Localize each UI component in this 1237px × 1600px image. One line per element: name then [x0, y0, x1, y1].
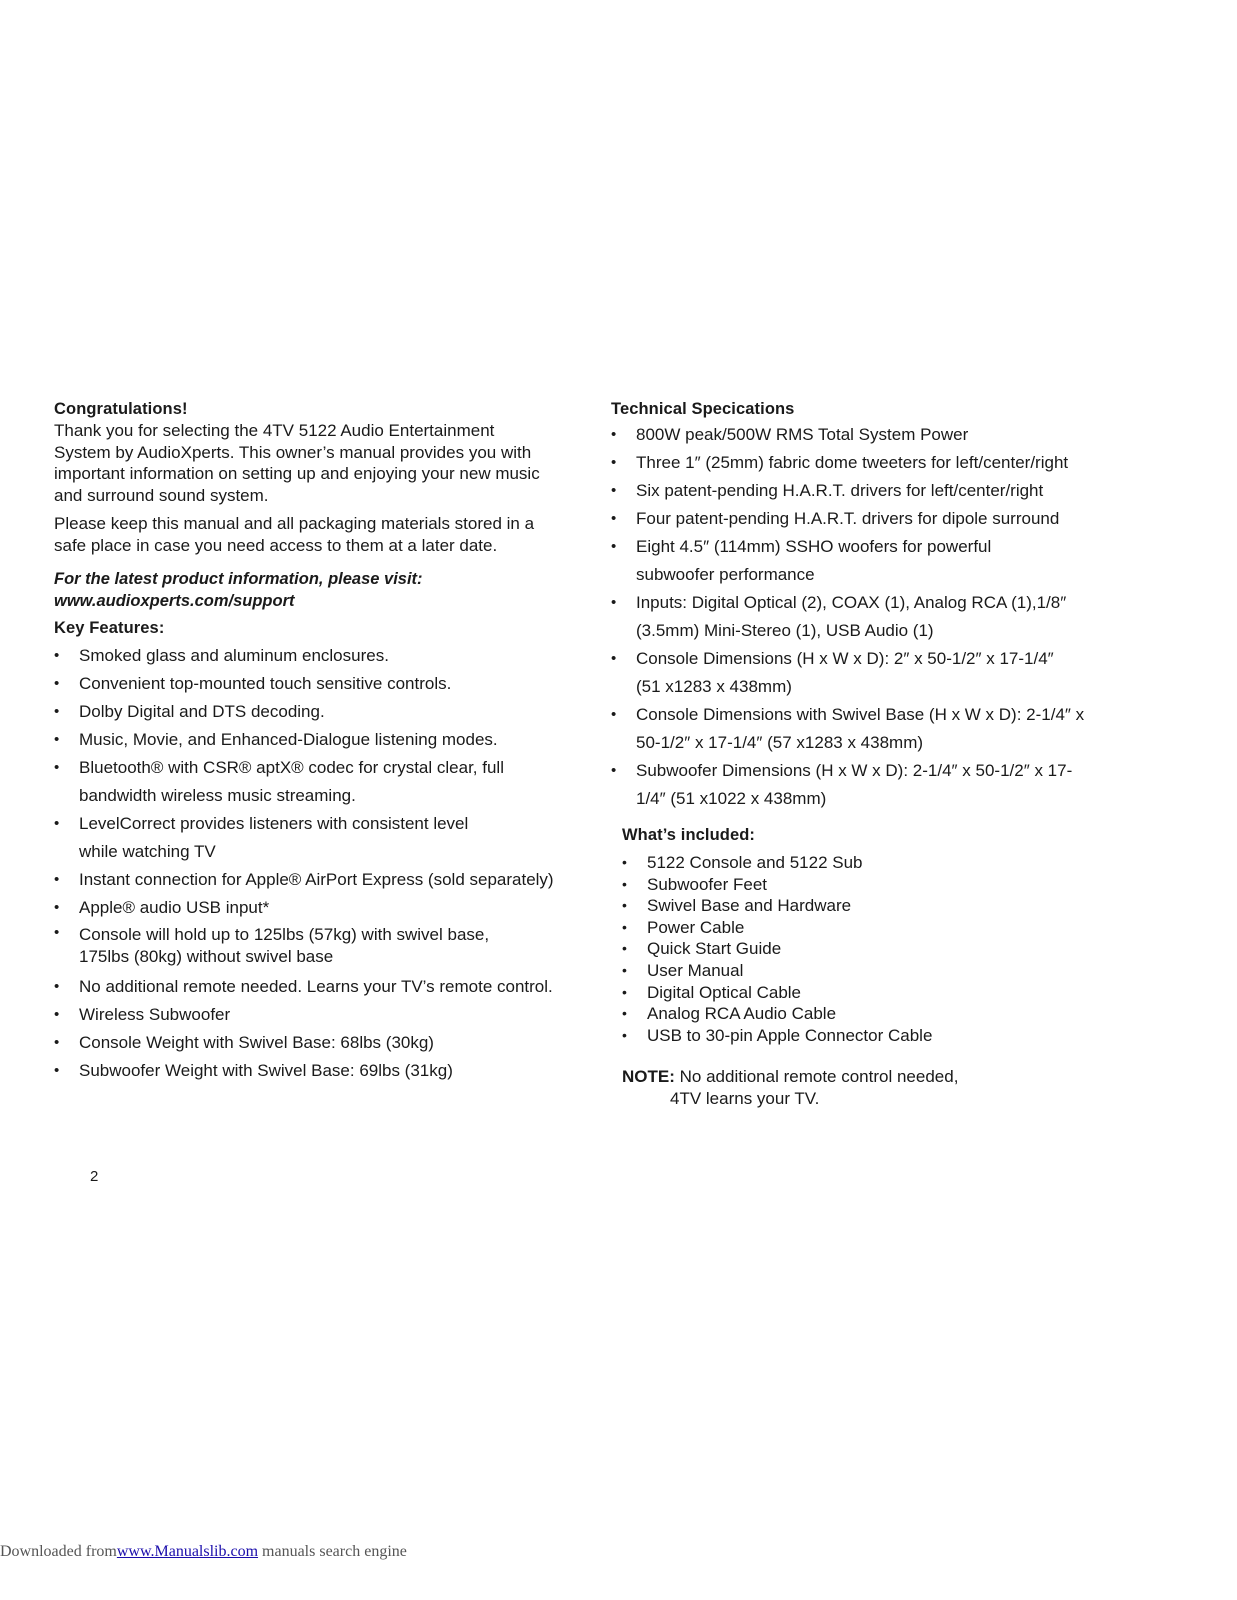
spec-item: • Three 1″ (25mm) fabric dome tweeters for left/center/right	[611, 449, 1111, 477]
note-text-line1: No additional remote control needed,	[679, 1067, 959, 1087]
spec-item: • Four patent-pending H.A.R.T. drivers for dipole surround	[611, 505, 1111, 533]
keep-manual-paragraph	[54, 513, 554, 556]
feature-item: • No additional remote needed. Learns your TV’s remote control.	[54, 973, 554, 1001]
whats-included-list	[622, 852, 1111, 1046]
spec-item	[611, 589, 1111, 645]
spec-line: Subwoofer Dimensions (H x W x D): 2-1/4″ x 50-1/2″ x 17-	[636, 761, 1073, 780]
feature-line: Bluetooth® with CSR® aptX® codec for crystal clear, full	[79, 758, 504, 777]
included-item: • 5122 Console and 5122 Sub	[622, 852, 1111, 874]
support-url: www.audioxperts.com/support	[54, 591, 295, 610]
spec-line: subwoofer performance	[636, 565, 815, 584]
visit-text: For the latest product information, please visit:	[54, 570, 423, 588]
download-footer	[0, 1543, 407, 1561]
spec-item	[611, 533, 1111, 589]
feature-line: LevelCorrect provides listeners with consistent level	[79, 814, 469, 833]
feature-line: Console will hold up to 125lbs (57kg) with swivel base,	[79, 925, 490, 944]
whats-included-block	[611, 852, 1111, 1046]
included-item: • USB to 30-pin Apple Connector Cable	[622, 1025, 1111, 1047]
manualslib-link[interactable]: www.Manualslib.com	[116, 1543, 259, 1560]
left-column	[54, 398, 554, 1085]
feature-item: • Console Weight with Swivel Base: 68lbs (30kg)	[54, 1029, 554, 1057]
intro-line: and surround sound system.	[54, 485, 269, 505]
included-item: • Quick Start Guide	[622, 938, 1111, 960]
right-column	[611, 398, 1111, 1109]
feature-item: • Dolby Digital and DTS decoding.	[54, 698, 554, 726]
page-number: 2	[90, 1168, 99, 1185]
key-features-heading: Key Features:	[54, 619, 165, 637]
feature-item: • Apple® audio USB input*	[54, 894, 554, 922]
spec-item	[611, 757, 1111, 813]
note-text-line2: 4TV learns your TV.	[670, 1088, 820, 1108]
spec-line: (3.5mm) Mini-Stereo (1), USB Audio (1)	[636, 621, 934, 640]
feature-item	[54, 922, 554, 973]
footer-suffix: manuals search engine	[262, 1543, 407, 1560]
remote-note	[611, 1066, 1111, 1109]
congratulations-heading: Congratulations!	[54, 400, 188, 418]
support-visit-note	[54, 569, 554, 612]
spec-item	[611, 701, 1111, 757]
intro-paragraph	[54, 420, 554, 506]
spec-line: Console Dimensions with Swivel Base (H x W x D): 2-1/4″ x	[636, 705, 1085, 724]
feature-line: while watching TV	[79, 842, 216, 861]
included-item: • Swivel Base and Hardware	[622, 895, 1111, 917]
spec-line: Console Dimensions (H x W x D): 2″ x 50-1/2″ x 17-1/4″	[636, 649, 1054, 668]
spec-line: Inputs: Digital Optical (2), COAX (1), Analog RCA (1),1/8″	[636, 593, 1067, 612]
spec-line: (51 x1283 x 438mm)	[636, 677, 792, 696]
included-item: • Power Cable	[622, 917, 1111, 939]
included-item: • Digital Optical Cable	[622, 982, 1111, 1004]
spec-line: 1/4″ (51 x1022 x 438mm)	[636, 789, 827, 808]
spec-line: 50-1/2″ x 17-1/4″ (57 x1283 x 438mm)	[636, 733, 924, 752]
intro-line: System by AudioXperts. This owner’s manual provides you with	[54, 442, 532, 462]
included-item: • Analog RCA Audio Cable	[622, 1003, 1111, 1025]
feature-item	[54, 754, 554, 810]
whats-included-heading: What’s included:	[622, 826, 755, 844]
note-label: NOTE:	[622, 1067, 675, 1087]
feature-line: bandwidth wireless music streaming.	[79, 786, 356, 805]
feature-item: • Smoked glass and aluminum enclosures.	[54, 642, 554, 670]
feature-item: • Subwoofer Weight with Swivel Base: 69lbs (31kg)	[54, 1057, 554, 1085]
intro-line: important information on setting up and enjoying your new music	[54, 464, 540, 483]
keep-line: safe place in case you need access to them at a later date.	[54, 535, 498, 555]
feature-item: • Convenient top-mounted touch sensitive controls.	[54, 670, 554, 698]
included-item: • Subwoofer Feet	[622, 874, 1111, 896]
spec-item	[611, 645, 1111, 701]
feature-item: • Wireless Subwoofer	[54, 1001, 554, 1029]
included-item: • User Manual	[622, 960, 1111, 982]
footer-prefix: Downloaded from	[0, 1543, 117, 1560]
spec-item: • 800W peak/500W RMS Total System Power	[611, 421, 1111, 449]
spec-line: Eight 4.5″ (114mm) SSHO woofers for powerful	[636, 537, 992, 556]
feature-line: 175lbs (80kg) without swivel base	[79, 946, 334, 966]
feature-item: • Music, Movie, and Enhanced-Dialogue listening modes.	[54, 726, 554, 754]
keep-line: Please keep this manual and all packaging materials stored in a	[54, 514, 535, 533]
feature-item: • Instant connection for Apple® AirPort Express (sold separately)	[54, 866, 554, 894]
spec-item: • Six patent-pending H.A.R.T. drivers for left/center/right	[611, 477, 1111, 505]
technical-specifications-heading: Technical Specications	[611, 400, 795, 418]
feature-item	[54, 810, 554, 866]
technical-specifications-list	[611, 421, 1111, 813]
key-features-list	[54, 642, 554, 1085]
intro-line: Thank you for selecting the 4TV 5122 Audio Entertainment	[54, 421, 495, 440]
